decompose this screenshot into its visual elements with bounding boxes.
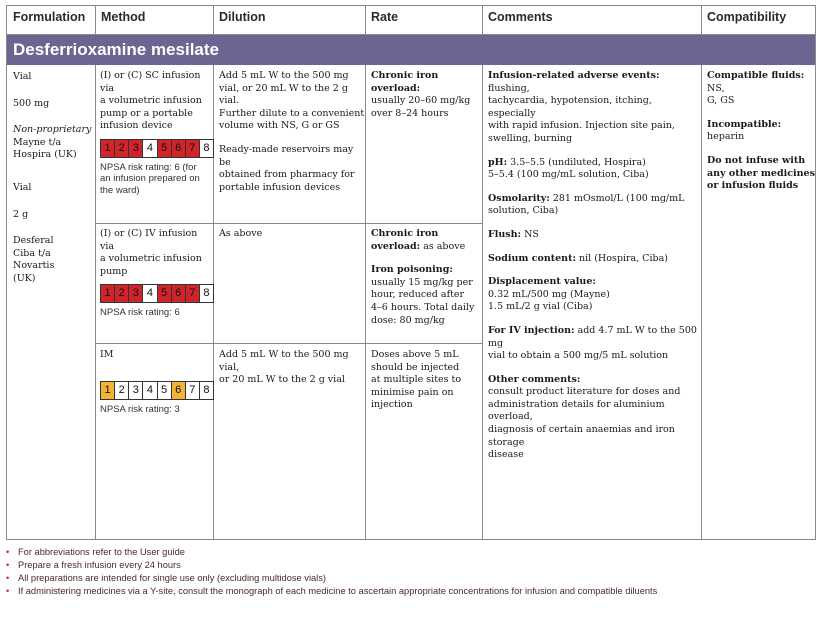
dilution-line: Ready-made reservoirs may be: [219, 143, 354, 168]
vial-500: Vial: [13, 71, 32, 82]
method-line: a volumetric infusion: [100, 95, 202, 107]
mayne: Mayne t/a: [13, 136, 62, 148]
table-header: [7, 6, 815, 35]
dilution-line: obtained from pharmacy for: [219, 169, 355, 181]
header-rate: Rate: [371, 10, 399, 24]
footnote: • If administering medicines via a Y-site, consult the monograph of each medicine to ascertain appropriate concentrations for infusion and compatible diluents: [6, 585, 657, 598]
rate-inline: as above: [423, 240, 466, 252]
risk-line: NPSA risk rating: 6: [100, 307, 180, 319]
dilution-line: Further dilute to a convenient: [219, 107, 365, 119]
compat-note: Do not infuse with: [707, 154, 806, 166]
risk-box: 5: [158, 285, 172, 302]
comments-cell: [488, 70, 700, 462]
rate-line: usually 20–60 mg/kg: [371, 95, 471, 107]
comment-line: swelling, burning: [488, 132, 573, 144]
comment-line: tachycardia, hypotension, itching, especially: [488, 95, 652, 119]
dilution-line: Add 5 mL W to the 500 mg vial,: [219, 349, 349, 373]
dose-2g: 2 g: [13, 208, 29, 220]
risk-box: 7: [186, 285, 200, 302]
risk-box: 6: [172, 382, 186, 399]
header-dilution: Dilution: [219, 10, 266, 24]
dilution-line: vial, or 20 mL W to the 2 g vial.: [219, 82, 348, 107]
rate-line: at multiple sites to: [371, 374, 462, 386]
desferal: Desferal: [13, 235, 54, 247]
risk-box: 8: [203, 383, 210, 396]
comment-line: with rapid infusion. Injection site pain,: [488, 120, 675, 132]
footnote: • Prepare a fresh infusion every 24 hours: [6, 559, 657, 572]
risk-box: 3: [129, 285, 143, 302]
risk-line: NPSA risk rating: 6 (for: [100, 161, 197, 173]
npsa-risk-scale: [100, 139, 214, 158]
flush-value: NS: [524, 228, 539, 240]
fluids-label: Compatible fluids:: [707, 70, 805, 81]
drug-title: Desferrioxamine mesilate: [7, 35, 815, 65]
divider: [482, 6, 483, 34]
flush-label: Flush:: [488, 228, 522, 240]
footnote: • For abbreviations refer to the User guide: [6, 546, 657, 559]
dilution-line: Add 5 mL W to the 500 mg: [219, 70, 349, 81]
rate-row-2: [371, 228, 481, 327]
iv-value: add 4.7 mL W to the 500 mg: [488, 324, 697, 349]
comment-line: disease: [488, 449, 524, 461]
fluids-value-2: G, GS: [707, 95, 735, 107]
rate-line: usually 15 mg/kg per: [371, 276, 473, 288]
rate-line: Chronic iron: [371, 70, 439, 81]
risk-rating-text: [100, 307, 212, 319]
divider: [365, 6, 366, 34]
risk-box: 1: [101, 382, 115, 399]
ph-value-2: 5–5.4 (100 mg/mL solution, Ciba): [488, 169, 649, 181]
displacement-value: 0.32 mL/500 mg (Mayne): [488, 288, 610, 300]
compat-note: any other medicines: [707, 167, 815, 179]
footnote: • All preparations are intended for single use only (excluding multidose vials): [6, 572, 657, 585]
risk-box: 7: [186, 382, 200, 399]
header-compatibility: Compatibility: [707, 10, 787, 24]
rate-line: minimise pain on: [371, 386, 454, 398]
rate-line: dose: 80 mg/kg: [371, 314, 445, 326]
method-row-1: [100, 70, 212, 196]
dilution-row-3: [219, 349, 365, 387]
risk-box: 1: [101, 285, 115, 302]
risk-box: 3: [129, 382, 143, 399]
risk-box: 6: [172, 285, 186, 302]
method-line: a volumetric infusion: [100, 253, 202, 265]
risk-box: 4: [143, 285, 157, 302]
footnotes: [6, 546, 657, 598]
adverse-label: Infusion-related adverse events:: [488, 70, 660, 81]
risk-box: 2: [115, 382, 129, 399]
ph-value: 3.5–5.5 (undiluted, Hospira): [510, 156, 646, 168]
compat-note: or infusion fluids: [707, 180, 799, 192]
risk-box: 1: [101, 140, 115, 157]
other-label: Other comments:: [488, 373, 581, 385]
compatibility-cell: [707, 70, 815, 193]
formulation-cell: [13, 71, 93, 286]
divider: [701, 6, 702, 34]
method-line: (I) or (C) IV infusion via: [100, 228, 198, 252]
ciba: Ciba t/a Novartis: [13, 247, 55, 272]
iv-value-2: vial to obtain a 500 mg/5 mL solution: [488, 350, 669, 362]
rate-line: injection: [371, 399, 413, 411]
risk-box: 5: [158, 140, 172, 157]
monograph-table: [6, 5, 816, 540]
rate-label: overload:: [371, 240, 421, 252]
risk-line: NPSA risk rating: 3: [100, 403, 180, 415]
dilution-row-1: [219, 70, 365, 194]
rate-line: Chronic iron: [371, 228, 439, 239]
risk-box: 6: [172, 140, 186, 157]
risk-box: 8: [203, 287, 210, 300]
risk-rating-text: [100, 404, 212, 416]
hospira: Hospira (UK): [13, 149, 77, 161]
fluids-value: NS,: [707, 82, 725, 94]
method-line: IM: [100, 349, 114, 360]
uk: (UK): [13, 272, 36, 284]
dilution-line: volume with NS, G or GS: [219, 120, 340, 132]
risk-line: an infusion prepared on: [100, 173, 200, 185]
comment-line: diagnosis of certain anaemias and iron storage: [488, 424, 675, 448]
non-proprietary: Non-proprietary: [13, 124, 92, 136]
method-line: pump: [100, 265, 128, 277]
displacement-label: Displacement value:: [488, 276, 596, 288]
incompat-label: Incompatible:: [707, 118, 782, 130]
ph-label: pH:: [488, 156, 508, 168]
vial-2g: Vial: [13, 181, 32, 193]
method-row-2: [100, 228, 212, 319]
sodium-value: nil (Hospira, Ciba): [579, 252, 668, 264]
dilution-row-2: [219, 228, 365, 241]
risk-box: 3: [129, 140, 143, 157]
rate-line: 4–6 hours. Total daily: [371, 301, 475, 313]
rate-line: should be injected: [371, 361, 460, 373]
risk-line: the ward): [100, 184, 140, 196]
osmolarity-value-2: solution, Ciba): [488, 205, 559, 217]
rate-row-1: [371, 70, 481, 120]
incompat-value: heparin: [707, 131, 745, 143]
risk-box: 4: [143, 382, 157, 399]
divider: [482, 65, 483, 539]
divider: [213, 6, 214, 34]
comment-line: administration details for aluminium overload,: [488, 398, 665, 423]
dilution-line: portable infusion devices: [219, 181, 341, 193]
sodium-label: Sodium content:: [488, 252, 576, 264]
npsa-risk-scale: [100, 381, 214, 400]
osmolarity-value: 281 mOsmol/L (100 mg/mL: [552, 192, 685, 204]
divider: [701, 65, 702, 539]
header-method: Method: [101, 10, 146, 24]
iv-label: For IV injection:: [488, 324, 575, 336]
header-comments: Comments: [488, 10, 553, 24]
dilution-line: or 20 mL W to the 2 g vial: [219, 374, 345, 386]
method-line: pump or a portable: [100, 107, 193, 119]
npsa-risk-scale: [100, 284, 214, 303]
rate-line: overload:: [371, 82, 421, 94]
risk-box: 2: [115, 140, 129, 157]
adverse-text: flushing,: [488, 82, 530, 94]
rate-line: Iron poisoning:: [371, 264, 453, 276]
divider: [95, 65, 96, 539]
risk-rating-text: [100, 162, 212, 197]
divider: [365, 65, 366, 539]
method-line: (I) or (C) SC infusion via: [100, 70, 201, 94]
osmolarity-label: Osmolarity:: [488, 192, 550, 204]
risk-box: 5: [158, 382, 172, 399]
risk-box: 2: [115, 285, 129, 302]
rate-line: Doses above 5 mL: [371, 349, 459, 360]
risk-box: 4: [143, 140, 157, 157]
row-divider: [95, 343, 482, 344]
dilution-line: As above: [219, 228, 263, 239]
dose-500: 500 mg: [13, 97, 50, 109]
method-row-3: [100, 349, 212, 415]
rate-row-3: [371, 349, 481, 412]
risk-box: 7: [186, 140, 200, 157]
displacement-value: 1.5 mL/2 g vial (Ciba): [488, 301, 593, 313]
row-divider: [95, 223, 482, 224]
header-formulation: Formulation: [13, 10, 86, 24]
divider: [95, 6, 96, 34]
rate-line: over 8–24 hours: [371, 107, 449, 119]
rate-line: hour, reduced after: [371, 289, 465, 301]
risk-box: 8: [203, 141, 210, 154]
method-line: infusion device: [100, 120, 173, 132]
comment-line: consult product literature for doses and: [488, 386, 681, 398]
